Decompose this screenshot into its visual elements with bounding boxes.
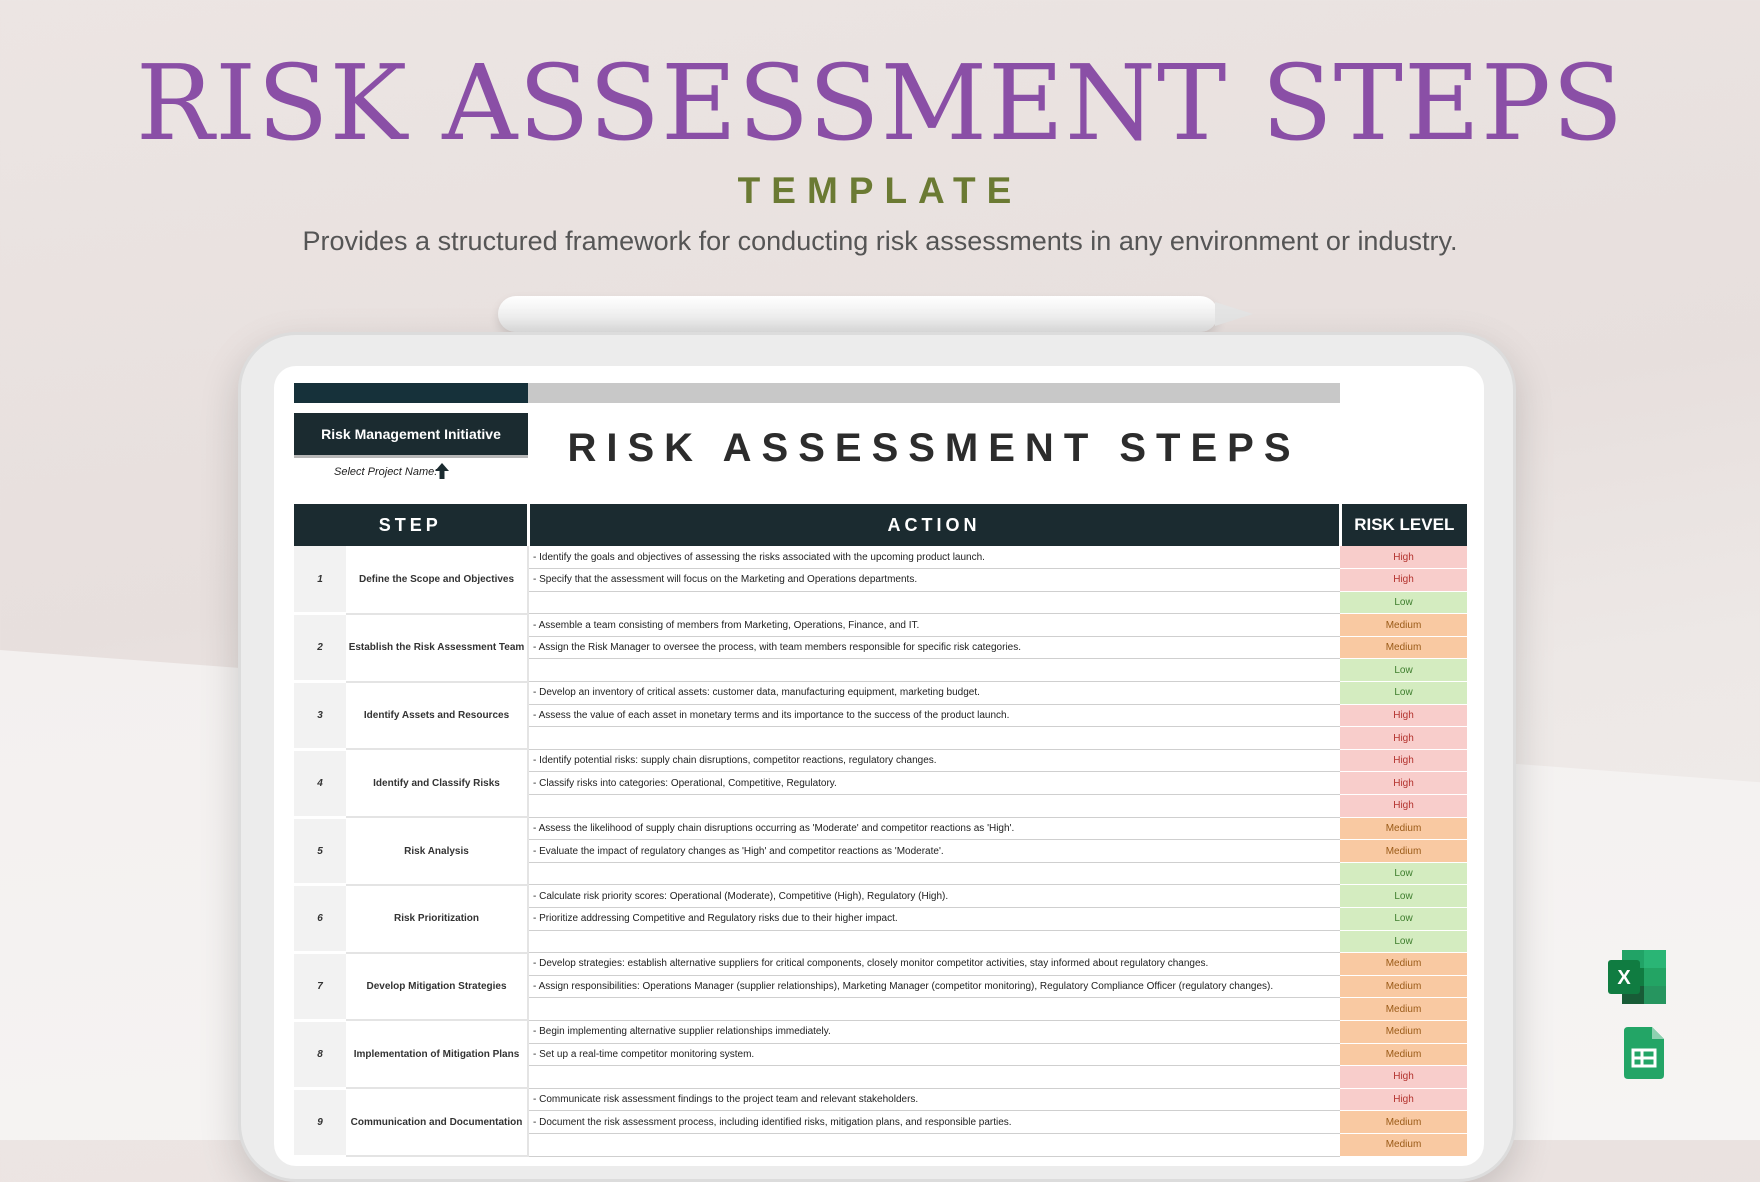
header-grey-bar [528,383,1340,403]
action-cell[interactable] [528,998,1340,1021]
column-header-risk-level[interactable]: RISK LEVEL [1340,504,1467,546]
action-cell[interactable]: - Develop strategies: establish alternative suppliers for critical components, closely monitor competitor activities, stay informed about regulatory changes. [528,953,1340,976]
risk-level-cell[interactable]: Low [1340,862,1467,885]
action-cell[interactable]: - Identify potential risks: supply chain disruptions, competitor reactions, regulatory changes. [528,749,1340,772]
step-number: 4 [294,749,346,817]
step-number: 1 [294,546,346,614]
action-cell[interactable]: - Set up a real-time competitor monitoring system. [528,1043,1340,1066]
risk-level-cell[interactable]: Medium [1340,1111,1467,1134]
risk-level-cell[interactable]: High [1340,772,1467,795]
action-cell[interactable]: - Classify risks into categories: Operational, Competitive, Regulatory. [528,772,1340,795]
column-header-action[interactable]: ACTION [528,504,1340,546]
risk-level-cell[interactable]: Low [1340,659,1467,682]
action-cell[interactable]: - Identify the goals and objectives of assessing the risks associated with the upcoming product launch. [528,546,1340,569]
risk-level-cell[interactable]: Low [1340,930,1467,953]
step-number: 2 [294,614,346,682]
table-row [294,546,1467,569]
step-number: 5 [294,817,346,885]
step-name: Identify and Classify Risks [346,749,528,817]
risk-level-cell[interactable]: Medium [1340,1133,1467,1156]
action-cell[interactable] [528,795,1340,818]
step-name: Develop Mitigation Strategies [346,953,528,1021]
step-name: Establish the Risk Assessment Team [346,614,528,682]
stylus-pencil [498,296,1218,332]
action-cell[interactable] [528,659,1340,682]
action-cell[interactable]: - Document the risk assessment process, including identified risks, mitigation plans, and responsible parties. [528,1111,1340,1134]
risk-level-cell[interactable]: High [1340,1088,1467,1111]
table-row [294,885,1467,908]
risk-level-cell[interactable]: Medium [1340,840,1467,863]
table-row [294,1020,1467,1043]
risk-level-cell[interactable]: High [1340,749,1467,772]
action-cell[interactable]: - Assign the Risk Manager to oversee the process, with team members responsible for specific risk categories. [528,636,1340,659]
header-accent-bar [294,383,528,403]
risk-level-cell[interactable]: Medium [1340,636,1467,659]
risk-level-cell[interactable]: Medium [1340,1020,1467,1043]
risk-level-cell[interactable]: Low [1340,885,1467,908]
table-row [294,817,1467,840]
arrow-up-icon [433,462,451,480]
google-sheets-icon[interactable] [1624,1027,1664,1079]
excel-icon[interactable] [1608,950,1666,1004]
project-name-button[interactable]: Risk Management Initiative [294,413,528,458]
table-header-row [294,504,1467,546]
step-number: 6 [294,885,346,953]
risk-level-cell[interactable]: Medium [1340,953,1467,976]
stylus-tip [1215,302,1253,326]
step-number: 7 [294,953,346,1021]
risk-level-cell[interactable]: High [1340,546,1467,569]
action-cell[interactable]: - Assemble a team consisting of members from Marketing, Operations, Finance, and IT. [528,614,1340,637]
risk-level-cell[interactable]: Medium [1340,975,1467,998]
action-cell[interactable]: - Assess the likelihood of supply chain disruptions occurring as 'Moderate' and competitor reactions as 'High'. [528,817,1340,840]
action-cell[interactable] [528,1133,1340,1156]
risk-level-cell[interactable]: Medium [1340,998,1467,1021]
risk-level-cell[interactable]: Low [1340,591,1467,614]
step-name: Identify Assets and Resources [346,682,528,750]
step-number: 3 [294,682,346,750]
table-row [294,682,1467,705]
step-name: Implementation of Mitigation Plans [346,1020,528,1088]
risk-level-cell[interactable]: High [1340,727,1467,750]
sheet-title: RISK ASSESSMENT STEPS [567,426,1301,470]
action-cell[interactable]: - Communicate risk assessment findings to the project team and relevant stakeholders. [528,1088,1340,1111]
tablet-screen [274,366,1484,1166]
step-name: Define the Scope and Objectives [346,546,528,614]
action-cell[interactable]: - Evaluate the impact of regulatory changes as 'High' and competitor reactions as 'Moderate'. [528,840,1340,863]
risk-level-cell[interactable]: High [1340,795,1467,818]
risk-level-cell[interactable]: Medium [1340,614,1467,637]
action-cell[interactable] [528,727,1340,750]
svg-text:X: X [1617,967,1631,989]
column-header-step[interactable]: STEP [294,504,528,546]
page-title: RISK ASSESSMENT STEPS [135,42,1625,164]
step-number: 9 [294,1088,346,1156]
table-row [294,1088,1467,1111]
step-name: Risk Prioritization [346,885,528,953]
risk-level-cell[interactable]: High [1340,704,1467,727]
page-subtitle: TEMPLATE [737,170,1023,211]
risk-level-cell[interactable]: Low [1340,908,1467,931]
risk-level-cell[interactable]: Medium [1340,1043,1467,1066]
risk-level-cell[interactable]: Low [1340,682,1467,705]
risk-level-cell[interactable]: High [1340,569,1467,592]
action-cell[interactable]: - Calculate risk priority scores: Operational (Moderate), Competitive (High), Regulatory (High). [528,885,1340,908]
risk-level-cell[interactable]: Medium [1340,817,1467,840]
action-cell[interactable]: - Assess the value of each asset in monetary terms and its importance to the success of the product launch. [528,704,1340,727]
action-cell[interactable] [528,591,1340,614]
action-cell[interactable]: - Assign responsibilities: Operations Manager (supplier relationships), Marketing Manager (competitor monitoring), Regulatory Compliance Officer (regulatory changes). [528,975,1340,998]
step-name: Risk Analysis [346,817,528,885]
action-cell[interactable]: - Begin implementing alternative supplier relationships immediately. [528,1020,1340,1043]
action-cell[interactable] [528,862,1340,885]
action-cell[interactable]: - Develop an inventory of critical assets: customer data, manufacturing equipment, marketing budget. [528,682,1340,705]
select-project-label: Select Project Name: [334,466,438,478]
table-row [294,749,1467,772]
risk-level-cell[interactable]: High [1340,1066,1467,1089]
action-cell[interactable] [528,930,1340,953]
action-cell[interactable] [528,1066,1340,1089]
risk-table [294,504,1467,1158]
table-row [294,953,1467,976]
page-tagline: Provides a structured framework for conducting risk assessments in any environment or industry. [302,226,1458,256]
action-cell[interactable]: - Specify that the assessment will focus on the Marketing and Operations departments. [528,569,1340,592]
step-name: Communication and Documentation [346,1088,528,1156]
table-row [294,614,1467,637]
table-body [294,546,1467,1156]
action-cell[interactable]: - Prioritize addressing Competitive and Regulatory risks due to their higher impact. [528,908,1340,931]
step-number: 8 [294,1020,346,1088]
